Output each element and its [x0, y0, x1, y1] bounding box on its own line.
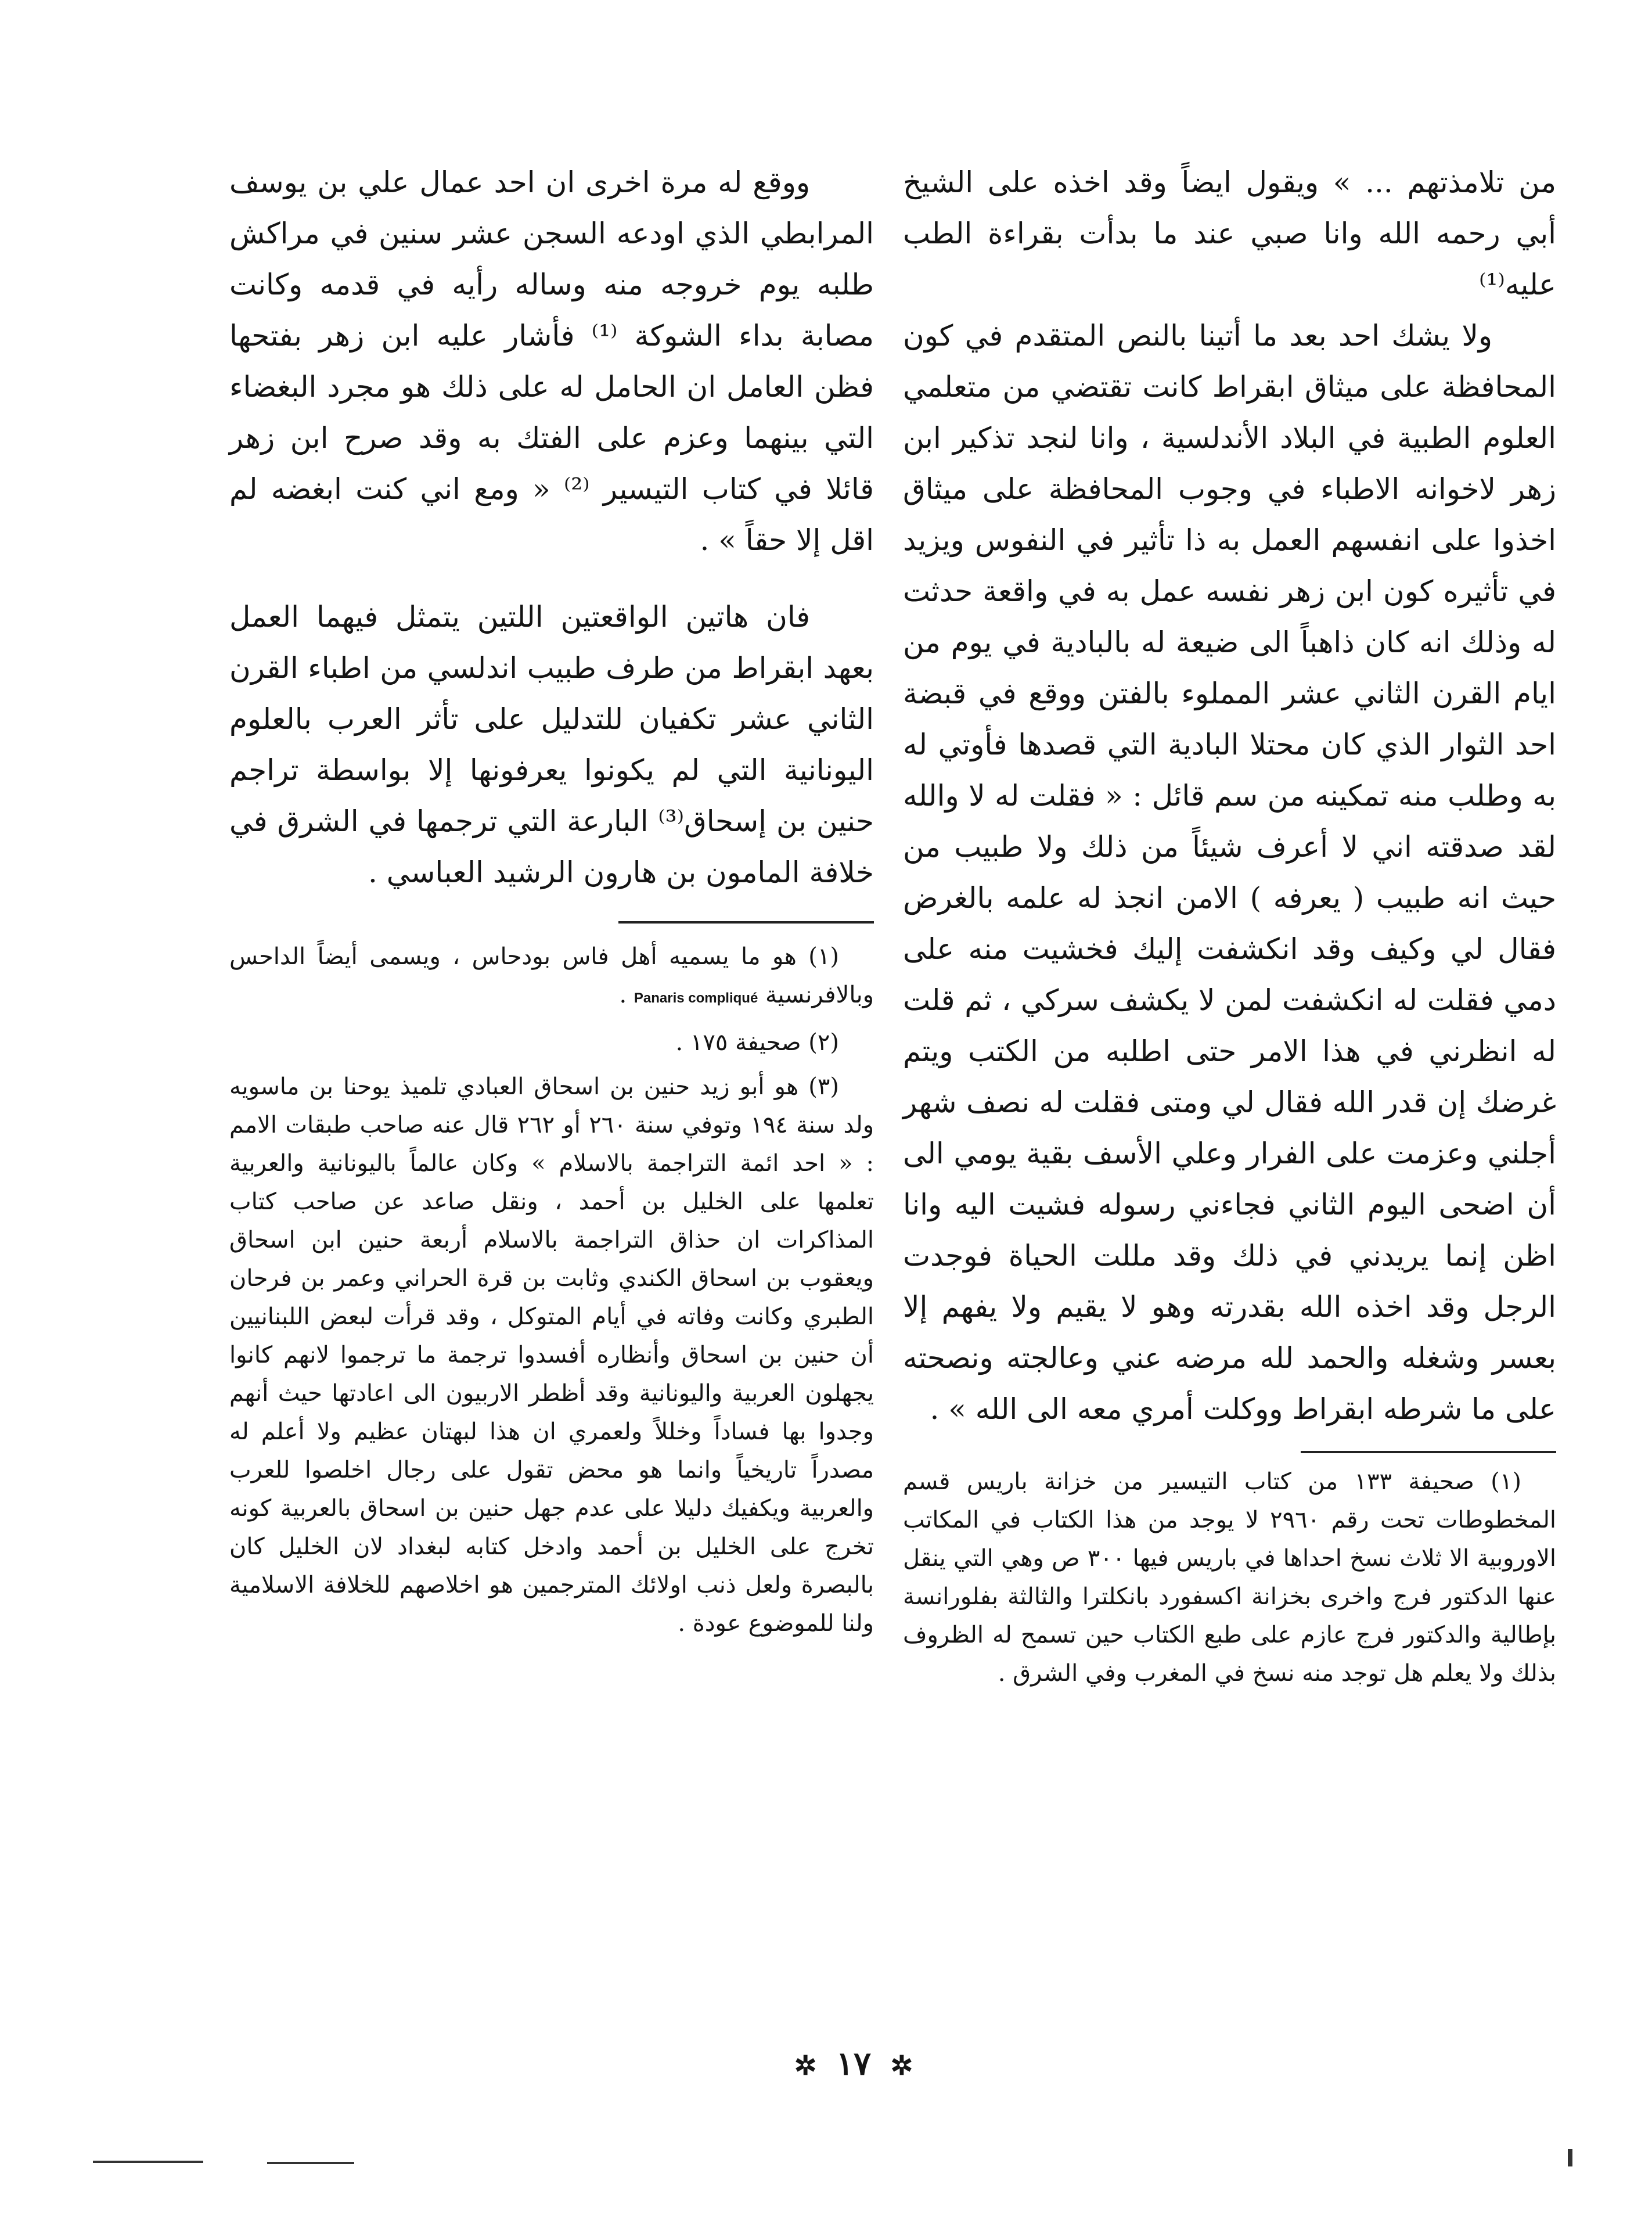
left-column [229, 157, 874, 1643]
footnote: (١) صحيفة ١٣٣ من كتاب التيسير من خزانة باريس قسم المخطوطات تحت رقم ٢٩٦٠ لا يوجد من هذا الكتاب في المكاتب الاوروبية الا ثلاث نسخ احداها في باريس فيها ٣٠٠ ص وهي التي ينقل عنها الدكتور فرج واخرى بخزانة اكسفورد بانكلترا والثالثة بفلورانسة بإطالية والدكتور فرج عازم على طبع الكتاب حين تسمح له الظروف بذلك ولا يعلم هل توجد منه نسخ في المغرب وفي الشرق . [903, 1468, 1556, 1687]
footnote-latin-term: Panaris compliqué [634, 990, 758, 1006]
paragraph: فان هاتين الواقعتين اللتين يتمثل فيهما العمل بعهد ابقراط من طرف طبيب اندلسي من اطباء القرن الثاني عشر تكفيان للتدليل على تأثر العرب بالعلوم اليونانية التي لم يكونوا يعرفونها إلا بواسطة تراجم حنين بن إسحاق⁽³⁾ البارعة التي ترجمها في الشرق في خلافة المامون بن هارون الرشيد العباسي . [229, 600, 874, 889]
star-ornament-icon: ✲ [794, 2050, 817, 2081]
paragraph: ولا يشك احد بعد ما أتينا بالنص المتقدم في كون المحافظة على ميثاق ابقراط كانت تقتضي من متعلمي العلوم الطبية في البلاد الأندلسية ، وانا لنجد تذكير ابن زهر لاخوانه الاطباء في وجوب المحافظة على ميثاق اخذوا على انفسهم العمل به ذا تأثير في النفوس ويزيد في تأثيره كون ابن زهر نفسه عمل به في واقعة حدثت له وذلك انه كان ذاهباً الى ضيعة له بالبادية في يوم من ايام القرن الثاني عشر المملوء بالفتن ووقع في قبضة احد الثوار الذي كان محتلا البادية التي قصدها فأوتي له به وطلب منه تمكينه من سم قائل : « فقلت له لا والله لقد صدقته اني لا أعرف شيئاً من ذلك ولا طبيب من حيث انه طبيب ( يعرفه ) الامن انجذ له علمه بالغرض فقال لي وكيف وقد انكشفت إليك فخشيت منه على دمي فقلت له انكشفت لمن لا يكشف سركي ، ثم قلت له انظرني في هذا الامر حتى اطلبه من الكتب ويتم غرضك إن قدر الله فقال لي ومتى فقلت له نصف شهر أجلني وعزمت على الفرار وعلي الأسف بقية يومي الى أن اضحى اليوم الثاني فجاءني رسوله فشيت اليه وانا اظن إنما يريدني في ذلك وقد مللت الحياة فوجدت الرجل وقد اخذه الله بقدرته وهو لا يقيم ولا يفهم إلا بعسر وشغله والحمد لله مرضه عني وعالجته ونصحته على ما شرطه ابقراط ووكلت أمري معه الى الله » . [903, 319, 1556, 1426]
footnote-text: (١) هو ما يسميه أهل فاس بودحاس ، ويسمى أيضاً الداحس وبالافرنسية [229, 943, 874, 1008]
left-column-body [229, 157, 874, 898]
star-ornament-icon: ✲ [890, 2050, 913, 2081]
footnote: (٢) صحيفة ١٧٥ . [675, 1029, 839, 1056]
paragraph: ووقع له مرة اخرى ان احد عمال علي بن يوسف المرابطي الذي اودعه السجن عشر سنين في مراكش طلبه يوم خروجه منه وساله رأيه في قدمه وكانت مصابة بداء الشوكة ⁽¹⁾ فأشار عليه ابن زهر بفتحها فظن العامل ان الحامل له على ذلك هو مجرد البغضاء التي بينهما وعزم على الفتك به وقد صرح ابن زهر قائلا في كتاب التيسير ⁽²⁾ « ومع اني كنت ابغضه لم اقل إلا حقاً » . [229, 166, 874, 557]
left-column-footnotes [229, 937, 874, 1643]
scan-artifact-line [93, 2161, 203, 2163]
right-column [903, 157, 1556, 1693]
footnote: (٣) هو أبو زيد حنين بن اسحاق العبادي تلميذ يوحنا بن ماسويه ولد سنة ١٩٤ وتوفي سنة ٢٦٠ أو ٢٦٢ قال عنه صاحب طبقات الامم : « احد ائمة التراجمة بالاسلام » وكان عالماً باليونانية والعربية تعلمها على الخليل بن أحمد ، ونقل صاعد عن صاحب كتاب المذاكرات ان حذاق التراجمة بالاسلام أربعة حنين ابن اسحاق ويعقوب بن اسحاق الكندي وثابت بن قرة الحراني وعمر بن فرحان الطبري وكانت وفاته في أيام المتوكل ، وقد قرأت لبعض اللبنانيين أن حنين بن اسحاق وأنظاره أفسدوا ترجمة ما ترجموا لانهم كانوا يجهلون العربية واليونانية وقد أظطر الاربيون الى اعادتها حيث أنهم وجدوا بها فساداً وخللاً ولعمري ان هذا لبهتان عظيم ولا أعلم له مصدراً تاريخياً وانما هو محض تقول على رجال اخلصوا للعرب والعربية ويكفيك دليلا على عدم جهل حنين بن اسحاق بالعربية كونه تخرج على الخليل بن أحمد وادخل كتابه لبغداد لان الخليل كان بالبصرة ولعل ذنب اولائك المترجمين هو اخلاصهم للخلافة الاسلامية ولنا للموضوع عودة . [229, 1073, 874, 1637]
right-column-footnotes [903, 1463, 1556, 1693]
page-number [755, 2044, 952, 2083]
footnote: (١) هو ما يسميه أهل فاس بودحاس ، ويسمى أيضاً الداحس وبالافرنسية Panaris compliqué . [229, 943, 874, 1008]
paragraph: من تلامذتهم ... » ويقول ايضاً وقد اخذه على الشيخ أبي رحمه الله وانا صبي عند ما بدأت بقراءة الطب عليه⁽¹⁾ [903, 166, 1556, 301]
scan-artifact-line [267, 2162, 354, 2164]
footnote-divider [618, 921, 874, 924]
right-column-body [903, 157, 1556, 1435]
footnote-divider [1301, 1451, 1556, 1453]
scan-artifact-mark [1568, 2149, 1572, 2166]
page-number-value: ١٧ [836, 2044, 872, 2083]
